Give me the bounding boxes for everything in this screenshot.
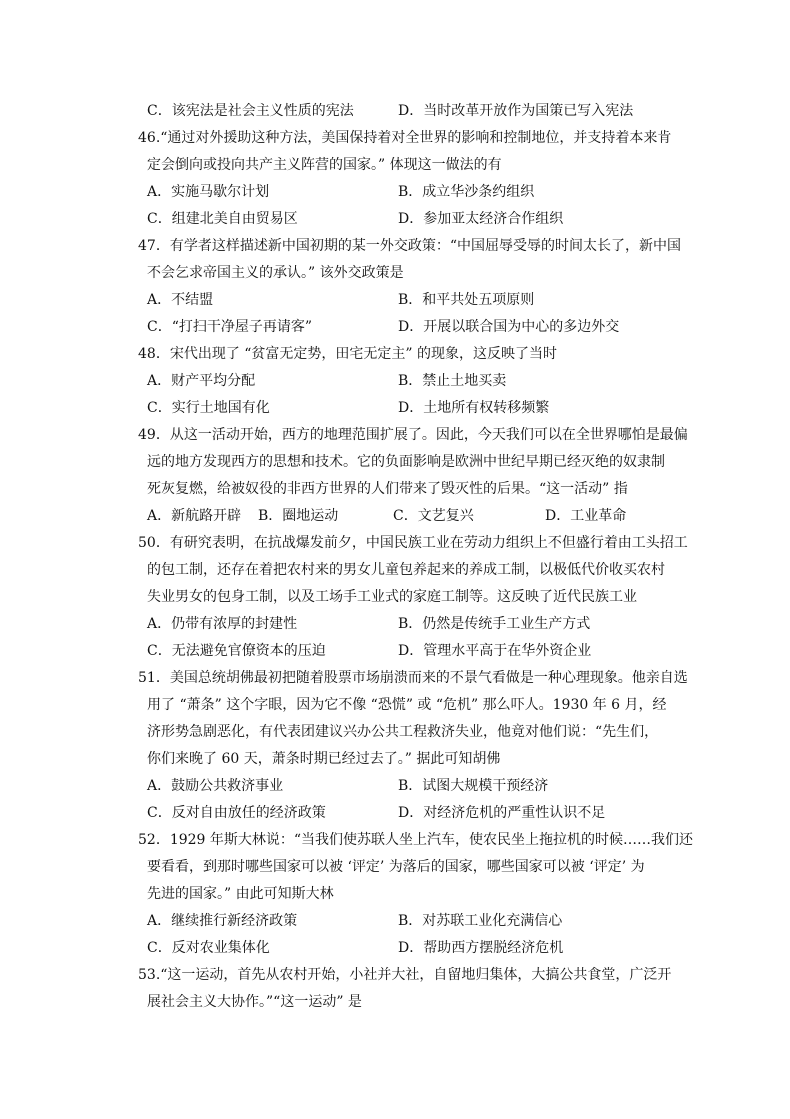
q50-option-c[interactable]: C．无法避免官僚资本的压迫: [147, 643, 326, 659]
q46-option-c[interactable]: C．组建北美自由贸易区: [147, 211, 298, 227]
q49-stem-line2: 远的地方发现西方的思想和技术。它的负面影响是欧洲中世纪早期已经灭绝的奴隶制: [147, 454, 665, 470]
q48-stem-line1: 48．宋代出现了 “贫富无定势，田宅无定主” 的现象，这反映了当时: [138, 346, 558, 362]
q48-option-d[interactable]: D．土地所有权转移频繁: [398, 400, 550, 416]
q53-stem-line1: 53.“这一运动，首先从农村开始，小社并大社，自留地归集体，大搞公共食堂，广泛开: [138, 967, 672, 983]
q47-option-b[interactable]: B．和平共处五项原则: [398, 292, 535, 308]
q51-stem-line3: 济形势急剧恶化，有代表团建议兴办公共工程救济失业，他竟对他们说：“先生们，: [147, 724, 659, 740]
q51-stem-line1: 51．美国总统胡佛最初把随着股票市场崩溃而来的不景气看做是一种心理现象。他亲自选: [138, 670, 688, 686]
q46-stem-line1: 46.“通过对外援助这种方法，美国保持着对全世界的影响和控制地位，并支持着本来肯: [138, 130, 672, 146]
q50-option-d[interactable]: D．管理水平高于在华外资企业: [398, 643, 592, 659]
q52-option-c[interactable]: C．反对农业集体化: [147, 940, 270, 956]
q51-stem-line2: 用了 “萧条” 这个字眼，因为它不像 “恐慌” 或 “危机” 那么吓人。1930 年 6 月，经: [147, 697, 667, 713]
q47-option-d[interactable]: D．开展以联合国为中心的多边外交: [398, 319, 620, 335]
prev-option-d[interactable]: D．当时改革开放作为国策已写入宪法: [398, 103, 634, 119]
q52-option-a[interactable]: A．继续推行新经济政策: [147, 913, 298, 929]
q49-stem-line1: 49．从这一活动开始，西方的地理范围扩展了。因此，今天我们可以在全世界哪怕是最偏: [138, 427, 688, 443]
q50-stem-line3: 失业男女的包身工制，以及工场手工业式的家庭工制等。这反映了近代民族工业: [147, 589, 637, 605]
q46-option-b[interactable]: B．成立华沙条约组织: [398, 184, 535, 200]
q51-option-b[interactable]: B．试图大规模干预经济: [398, 778, 549, 794]
q48-option-c[interactable]: C．实行土地国有化: [147, 400, 270, 416]
q47-stem-line2: 不会乞求帝国主义的承认。” 该外交政策是: [147, 265, 404, 281]
q50-option-b[interactable]: B．仍然是传统手工业生产方式: [398, 616, 591, 632]
q49-option-a[interactable]: A．新航路开辟: [147, 508, 242, 524]
q50-stem-line2: 的包工制，还存在着把农村来的男女儿童包养起来的养成工制，以极低代价收买农村: [147, 562, 665, 578]
q52-option-d[interactable]: D．帮助西方摆脱经济危机: [398, 940, 564, 956]
q48-option-a[interactable]: A．财产平均分配: [147, 373, 256, 389]
q47-option-c[interactable]: C．“打扫干净屋子再请客”: [147, 319, 313, 335]
q49-option-d[interactable]: D．工业革命: [545, 508, 627, 524]
q50-option-a[interactable]: A．仍带有浓厚的封建性: [147, 616, 298, 632]
q52-stem-line1: 52．1929 年斯大林说：“当我们使苏联人坐上汽车，使农民坐上拖拉机的时候……我们还: [138, 832, 694, 848]
q46-option-a[interactable]: A．实施马歇尔计划: [147, 184, 270, 200]
q51-stem-line4: 你们来晚了 60 天，萧条时期已经过去了。” 据此可知胡佛: [147, 751, 501, 767]
q51-option-a[interactable]: A．鼓励公共救济事业: [147, 778, 284, 794]
q49-stem-line3: 死灰复燃，给被奴役的非西方世界的人们带来了毁灭性的后果。“这一活动” 指: [147, 481, 628, 497]
q52-option-b[interactable]: B．对苏联工业化充满信心: [398, 913, 563, 929]
q46-option-d[interactable]: D．参加亚太经济合作组织: [398, 211, 564, 227]
q49-option-b[interactable]: B．圈地运动: [258, 508, 339, 524]
q51-option-d[interactable]: D．对经济危机的严重性认识不足: [398, 805, 606, 821]
q53-stem-line2: 展社会主义大协作。”“这一运动” 是: [147, 994, 362, 1010]
q47-option-a[interactable]: A．不结盟: [147, 292, 214, 308]
prev-option-c[interactable]: C．该宪法是社会主义性质的宪法: [147, 103, 354, 119]
q49-option-c[interactable]: C．文艺复兴: [393, 508, 474, 524]
q46-stem-line2: 定会倒向或投向共产主义阵营的国家。” 体现这一做法的有: [147, 157, 502, 173]
q47-stem-line1: 47．有学者这样描述新中国初期的某一外交政策：“中国屈辱受辱的时间太长了，新中国: [138, 238, 681, 254]
q52-stem-line2: 要看看，到那时哪些国家可以被 ‘评定’ 为落后的国家，哪些国家可以被 ‘评定’ 为: [147, 859, 645, 875]
q52-stem-line3: 先进的国家。” 由此可知斯大林: [147, 886, 334, 902]
q50-stem-line1: 50．有研究表明，在抗战爆发前夕，中国民族工业在劳动力组织上不但盛行着由工头招工: [138, 535, 688, 551]
q48-option-b[interactable]: B．禁止土地买卖: [398, 373, 507, 389]
q51-option-c[interactable]: C．反对自由放任的经济政策: [147, 805, 326, 821]
